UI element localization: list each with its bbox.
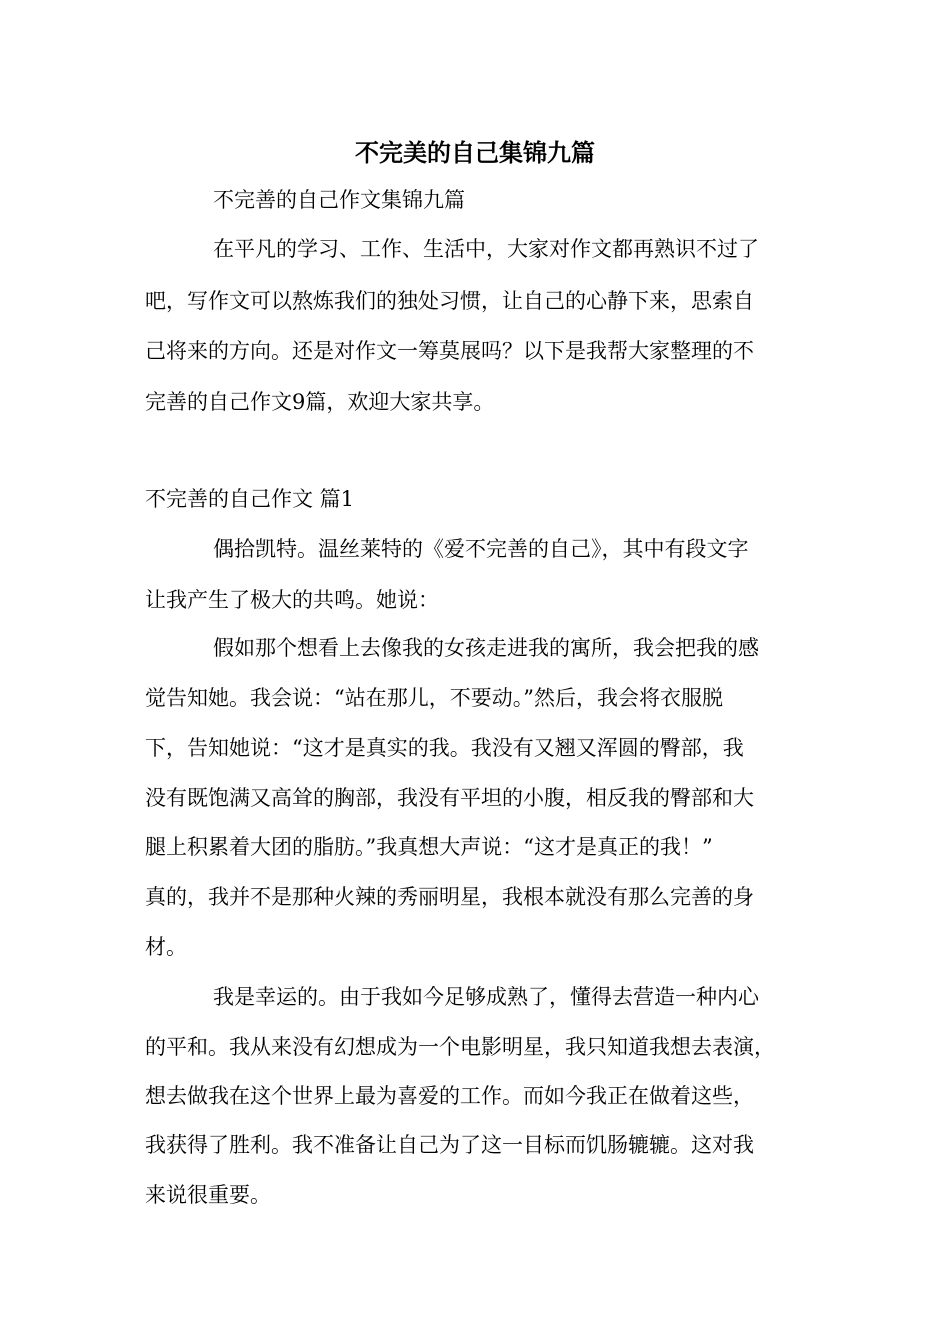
paragraph-line: 假如那个想看上去像我的女孩走进我的寓所，我会把我的感 <box>213 636 759 660</box>
intro-line: 己将来的方向。还是对作文一筹莫展吗？以下是我帮大家整理的不 <box>145 339 754 363</box>
paragraph-line: 下，告知她说：“这才是真实的我。我没有又翘又浑圆的臀部，我 <box>145 736 744 760</box>
document-title: 不完美的自己集锦九篇 <box>355 138 595 167</box>
paragraph-line: 来说很重要。 <box>145 1183 271 1207</box>
document-subtitle: 不完善的自己作文集锦九篇 <box>213 188 465 212</box>
intro-line: 吧，写作文可以熬炼我们的独处习惯，让自己的心静下来，思索自 <box>145 289 754 313</box>
paragraph-line: 真的，我并不是那种火辣的秀丽明星，我根本就没有那么完善的身 <box>145 885 754 909</box>
paragraph-line: 让我产生了极大的共鸣。她说： <box>145 588 439 612</box>
paragraph-line: 腿上积累着大团的脂肪。”我真想大声说：“这才是真正的我！” <box>145 835 713 859</box>
intro-line: 在平凡的学习、工作、生活中，大家对作文都再熟识不过了 <box>213 237 759 261</box>
paragraph-line: 材。 <box>145 935 187 959</box>
section-heading: 不完善的自己作文 篇1 <box>145 487 355 511</box>
paragraph-line: 想去做我在这个世界上最为喜爱的工作。而如今我正在做着这些， <box>145 1084 754 1108</box>
paragraph-line: 的平和。我从来没有幻想成为一个电影明星，我只知道我想去表演， <box>145 1035 775 1059</box>
paragraph-line: 没有既饱满又高耸的胸部，我没有平坦的小腹，相反我的臀部和大 <box>145 786 754 810</box>
paragraph-line: 我是幸运的。由于我如今足够成熟了，懂得去营造一种内心 <box>213 985 759 1009</box>
intro-line: 完善的自己作文9篇，欢迎大家共享。 <box>145 390 495 414</box>
paragraph-line: 觉告知她。我会说：“站在那儿，不要动。”然后，我会将衣服脱 <box>145 686 723 710</box>
paragraph-line: 偶拾凯特。温丝莱特的《爱不完善的自己》，其中有段文字 <box>213 537 749 561</box>
paragraph-line: 我获得了胜利。我不准备让自己为了这一目标而饥肠辘辘。这对我 <box>145 1133 754 1157</box>
